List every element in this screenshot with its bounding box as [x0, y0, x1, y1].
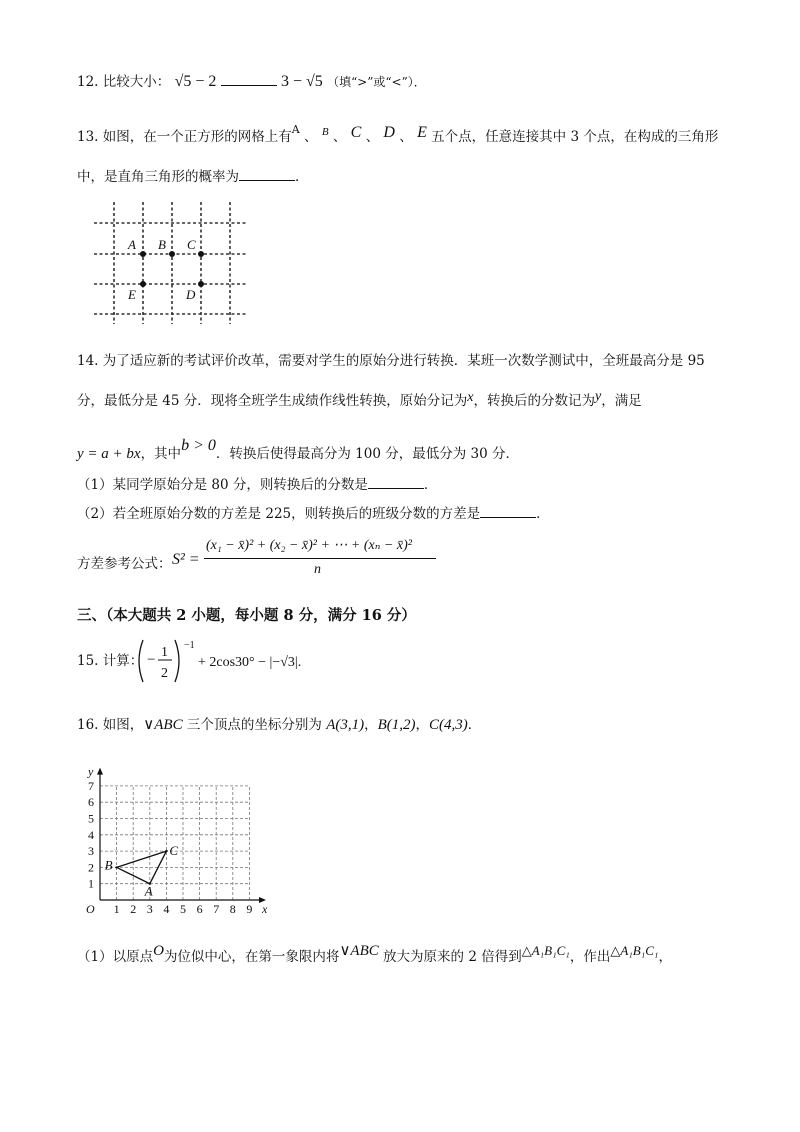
- q16-text1: 如图，: [102, 717, 144, 733]
- q14-formula: y = a + bx: [77, 446, 141, 462]
- q13-dot-a: [140, 251, 146, 257]
- q16-point-c: C(4,3): [429, 717, 468, 733]
- q15-exponent: −1: [184, 640, 195, 651]
- x-tick-label: 1: [113, 902, 120, 916]
- q14-text1: 为了适应新的考试评价改革，需要对学生的原始分进行转换．某班一次数学测试中，全班最高分是 95: [102, 353, 705, 369]
- q14-formula-denominator: n: [314, 562, 321, 577]
- q14-part1-text: （1）某同学原始分是 80 分，则转换后的分数是: [77, 477, 368, 493]
- q16-line1: [77, 718, 481, 733]
- q16-text2: 三个顶点的坐标分别为: [186, 717, 322, 733]
- q13-dot-e: [140, 281, 146, 287]
- x-tick-label: 2: [130, 902, 137, 916]
- q13-point-b: B: [321, 126, 329, 138]
- q14-text2a: 分，最低分是 45 分．现将全班学生成绩作线性转换，原始分记为: [77, 393, 468, 409]
- q16-part1: [77, 944, 672, 965]
- q16-part1-text-d: ，作出: [569, 949, 611, 965]
- q12-number: 12.: [77, 74, 99, 90]
- q14-line1: [77, 355, 705, 369]
- point-label-b: B: [104, 857, 113, 873]
- q15-frac-den: 2: [161, 666, 168, 681]
- q14-text2c: ，满足: [601, 393, 642, 409]
- y-tick-label: 4: [88, 827, 94, 842]
- x-tick-label: 7: [213, 902, 220, 916]
- q13-dot-d: [198, 281, 204, 287]
- x-tick-label: 8: [229, 902, 236, 916]
- q16-triangle: ∨ABC: [143, 717, 183, 733]
- q16-part1-text-c: 放大为原来的 2 倍得到: [383, 949, 522, 965]
- q16-coordinate-chart: [70, 752, 285, 922]
- point-b: [115, 866, 117, 868]
- q14-formula-numerator: (x₁ − x̄)² + (x₂ − x̄)² + ⋯ + (xₙ − x̄)²: [206, 538, 412, 553]
- q13-end: ．: [295, 169, 309, 185]
- q13-sep: 、: [365, 129, 380, 145]
- q13-sep: 、: [304, 129, 318, 145]
- q16-punct: ，: [364, 717, 378, 733]
- q16-end: ．: [467, 717, 482, 733]
- x-tick-label: 4: [163, 902, 170, 916]
- section-3-heading: 三、（本大题共 2 小题，每小题 8 分，满分 16 分）: [77, 607, 416, 624]
- point-c: [165, 850, 167, 852]
- y-tick-label: 1: [88, 876, 94, 891]
- q13-sep: 、: [332, 129, 347, 145]
- q13-fig-label-e: E: [128, 287, 136, 302]
- q12-answer-blank[interactable]: [221, 85, 277, 86]
- y-tick-label: 5: [88, 811, 94, 826]
- q12-text: 比较大小：: [102, 74, 171, 90]
- q13-text3: 中，是直角三角形的概率为: [77, 169, 239, 185]
- q14-formula-lhs: S² =: [172, 551, 200, 568]
- x-tick-label: 5: [180, 902, 186, 916]
- q13-fig-label-d: D: [186, 287, 196, 302]
- q16-triangle-a1b1c1: △A₁B₁C₁: [521, 943, 570, 958]
- q16-part1-text-a: （1）以原点: [77, 949, 154, 965]
- q12-hint: （填“>”或“<”）．: [327, 75, 426, 89]
- q14-var-y: y: [594, 389, 602, 404]
- q13-line1: [77, 124, 718, 145]
- q13-text2: 五个点，任意连接其中 3 个点，在构成的三角形: [431, 129, 719, 145]
- y-tick-label: 7: [88, 778, 94, 793]
- y-tick-label: 6: [88, 795, 94, 810]
- x-axis-label: x: [262, 902, 268, 916]
- q16-origin-o: O: [153, 943, 164, 959]
- x-tick-label: 3: [146, 902, 153, 916]
- q13-dot-b: [169, 251, 175, 257]
- q13-answer-blank[interactable]: [239, 180, 295, 181]
- q13-text1: 如图，在一个正方形的网格上有: [102, 129, 292, 145]
- q16-punct: ，: [415, 717, 429, 733]
- q13-number: 13.: [77, 129, 99, 145]
- q15-expression: [134, 636, 324, 686]
- q16-comma: ，: [658, 949, 672, 965]
- q15-rest: + 2cos30° − |−√3|.: [198, 655, 302, 670]
- q13-point-d: D: [383, 124, 395, 141]
- q14-part2: [77, 508, 550, 522]
- q14-text3a: ，其中: [140, 446, 182, 462]
- origin-label: O: [86, 902, 95, 916]
- q14-condition: b > 0: [181, 437, 216, 454]
- point-label-c: C: [169, 843, 179, 859]
- q16-triangle-a1b1c1-2: △A₁B₁C₁: [610, 943, 659, 958]
- q14-var-x: x: [467, 390, 474, 405]
- q14-formula-label: 方差参考公式：: [77, 556, 172, 572]
- q13-sep: 、: [399, 129, 413, 145]
- q16-point-b: B(1,2): [377, 717, 416, 733]
- q15-number: 15.: [77, 653, 99, 669]
- q14-line3: [77, 438, 519, 462]
- q14-part1-end: ．: [423, 477, 438, 493]
- q14-part2-text: （2）若全班原始分数的方差是 225，则转换后的班级分数的方差是: [77, 506, 481, 522]
- q14-part1-blank[interactable]: [368, 488, 424, 489]
- q16-number: 16.: [77, 717, 99, 733]
- q13-fig-label-c: C: [187, 237, 196, 252]
- q13-fig-label-a: A: [128, 237, 136, 252]
- q13-point-e: E: [417, 124, 427, 141]
- q14-line2: [77, 390, 642, 409]
- q12-line: [77, 74, 426, 90]
- y-axis-label: y: [88, 764, 94, 779]
- x-tick-label: 6: [196, 902, 203, 916]
- q14-text2b: ，转换后的分数记为: [473, 393, 595, 409]
- q15-text: 计算：: [102, 653, 144, 669]
- q14-text3b: ．转换后使得最高分为 100 分，最低分为 30 分．: [215, 446, 519, 462]
- q13-fig-label-b: B: [158, 237, 166, 252]
- q12-left-expr: √5 − 2: [174, 73, 217, 90]
- q13-grid-figure: [90, 198, 250, 328]
- q12-right-expr: 3 − √5: [280, 73, 323, 90]
- q15-frac-num: 1: [161, 645, 168, 660]
- q13-point-a: A: [291, 123, 300, 136]
- y-tick-label: 3: [88, 844, 94, 859]
- q16-triangle-2: ∨ABC: [339, 943, 379, 959]
- q14-part2-end: ．: [536, 506, 550, 522]
- q13-point-c: C: [350, 124, 362, 141]
- q14-number: 14.: [77, 353, 99, 369]
- q14-part2-blank[interactable]: [480, 517, 536, 518]
- y-axis-arrow: [97, 768, 103, 775]
- q16-part1-text-b: 为位似中心，在第一象限内将: [163, 949, 340, 965]
- q14-part1: [77, 479, 437, 493]
- svg-text:−: −: [147, 652, 156, 668]
- q14-fraction-bar: [204, 558, 436, 559]
- q13-dot-c: [198, 251, 204, 257]
- point-label-a: A: [144, 883, 153, 899]
- y-tick-label: 2: [88, 860, 94, 875]
- q13-line2: [77, 171, 309, 185]
- x-tick-label: 9: [246, 902, 253, 916]
- q16-point-a: A(3,1): [326, 717, 365, 733]
